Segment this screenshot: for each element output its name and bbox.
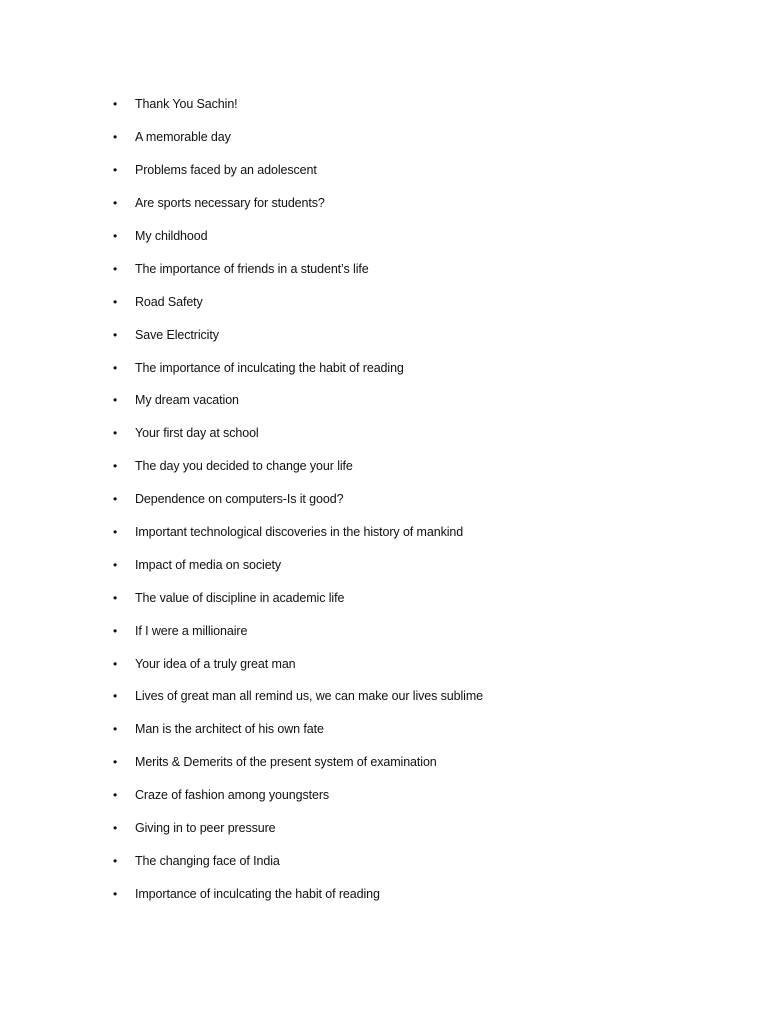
topic-text: Craze of fashion among youngsters — [135, 788, 330, 803]
topic-text: Giving in to peer pressure — [135, 821, 276, 836]
bullet-icon: • — [113, 886, 118, 901]
bullet-icon: • — [113, 821, 118, 836]
bullet-icon: • — [113, 196, 118, 211]
list-item — [0, 713, 768, 746]
topic-text: Thank You Sachin! — [135, 97, 238, 112]
list-item — [0, 187, 768, 220]
topic-text: Save Electricity — [135, 327, 219, 342]
list-item — [0, 450, 768, 483]
bullet-icon: • — [113, 492, 118, 507]
list-item — [0, 121, 768, 154]
bullet-icon: • — [113, 360, 118, 375]
bullet-icon: • — [113, 788, 118, 803]
list-item — [0, 483, 768, 516]
bullet-icon: • — [113, 426, 118, 441]
bullet-icon: • — [113, 722, 118, 737]
topic-text: The importance of inculcating the habit of reading — [135, 360, 404, 375]
bullet-icon: • — [113, 525, 118, 540]
bullet-icon: • — [113, 623, 118, 638]
list-item — [0, 351, 768, 384]
bullet-icon: • — [113, 163, 118, 178]
topic-text: Problems faced by an adolescent — [135, 163, 317, 178]
bullet-icon: • — [113, 393, 118, 408]
bullet-icon: • — [113, 755, 118, 770]
bullet-icon: • — [113, 294, 118, 309]
list-item — [0, 548, 768, 581]
topic-text: Your idea of a truly great man — [135, 656, 296, 671]
list-item — [0, 516, 768, 549]
bullet-icon: • — [113, 656, 118, 671]
bullet-icon: • — [113, 327, 118, 342]
bullet-icon: • — [113, 229, 118, 243]
list-item — [0, 746, 768, 779]
list-item — [0, 285, 768, 318]
topic-text: Impact of media on society — [135, 557, 282, 572]
list-item — [0, 680, 768, 713]
topic-text: Are sports necessary for students? — [135, 196, 325, 211]
list-item — [0, 417, 768, 450]
bullet-icon: • — [113, 689, 118, 704]
topic-text: Road Safety — [135, 294, 203, 309]
list-item — [0, 581, 768, 614]
bullet-icon: • — [113, 261, 118, 276]
list-item — [0, 844, 768, 877]
list-item — [0, 384, 768, 417]
list-item — [0, 779, 768, 812]
bullet-icon: • — [113, 557, 118, 572]
topic-text: A memorable day — [135, 130, 231, 145]
list-item — [0, 614, 768, 647]
topic-text: Lives of great man all remind us, we can make our lives sublime — [135, 689, 484, 704]
list-item — [0, 812, 768, 845]
topic-text: Dependence on computers-Is it good? — [135, 492, 344, 507]
list-item — [0, 318, 768, 351]
list-item — [0, 252, 768, 285]
list-item — [0, 877, 768, 910]
topic-text: The importance of friends in a student’s life — [135, 261, 369, 276]
topic-text: The day you decided to change your life — [135, 459, 353, 474]
bullet-icon: • — [113, 853, 118, 868]
list-item — [0, 88, 768, 121]
bullet-icon: • — [113, 459, 118, 474]
topic-text: The value of discipline in academic life — [135, 590, 345, 605]
topic-text: Importance of inculcating the habit of reading — [135, 886, 380, 901]
topic-text: Your first day at school — [135, 426, 259, 441]
topic-list — [0, 88, 768, 910]
topic-text: My childhood — [135, 229, 208, 243]
topic-text: The changing face of India — [135, 853, 280, 868]
topic-text: Man is the architect of his own fate — [135, 722, 324, 737]
bullet-icon: • — [113, 590, 118, 605]
bullet-icon: • — [113, 130, 118, 145]
list-item — [0, 647, 768, 680]
topic-text: My dream vacation — [135, 393, 239, 408]
list-item — [0, 154, 768, 187]
bullet-icon: • — [113, 97, 118, 112]
list-item — [0, 220, 768, 253]
topic-text: Important technological discoveries in the history of mankind — [135, 525, 464, 540]
topic-text: Merits & Demerits of the present system of examination — [135, 755, 437, 770]
topic-text: If I were a millionaire — [135, 623, 248, 638]
